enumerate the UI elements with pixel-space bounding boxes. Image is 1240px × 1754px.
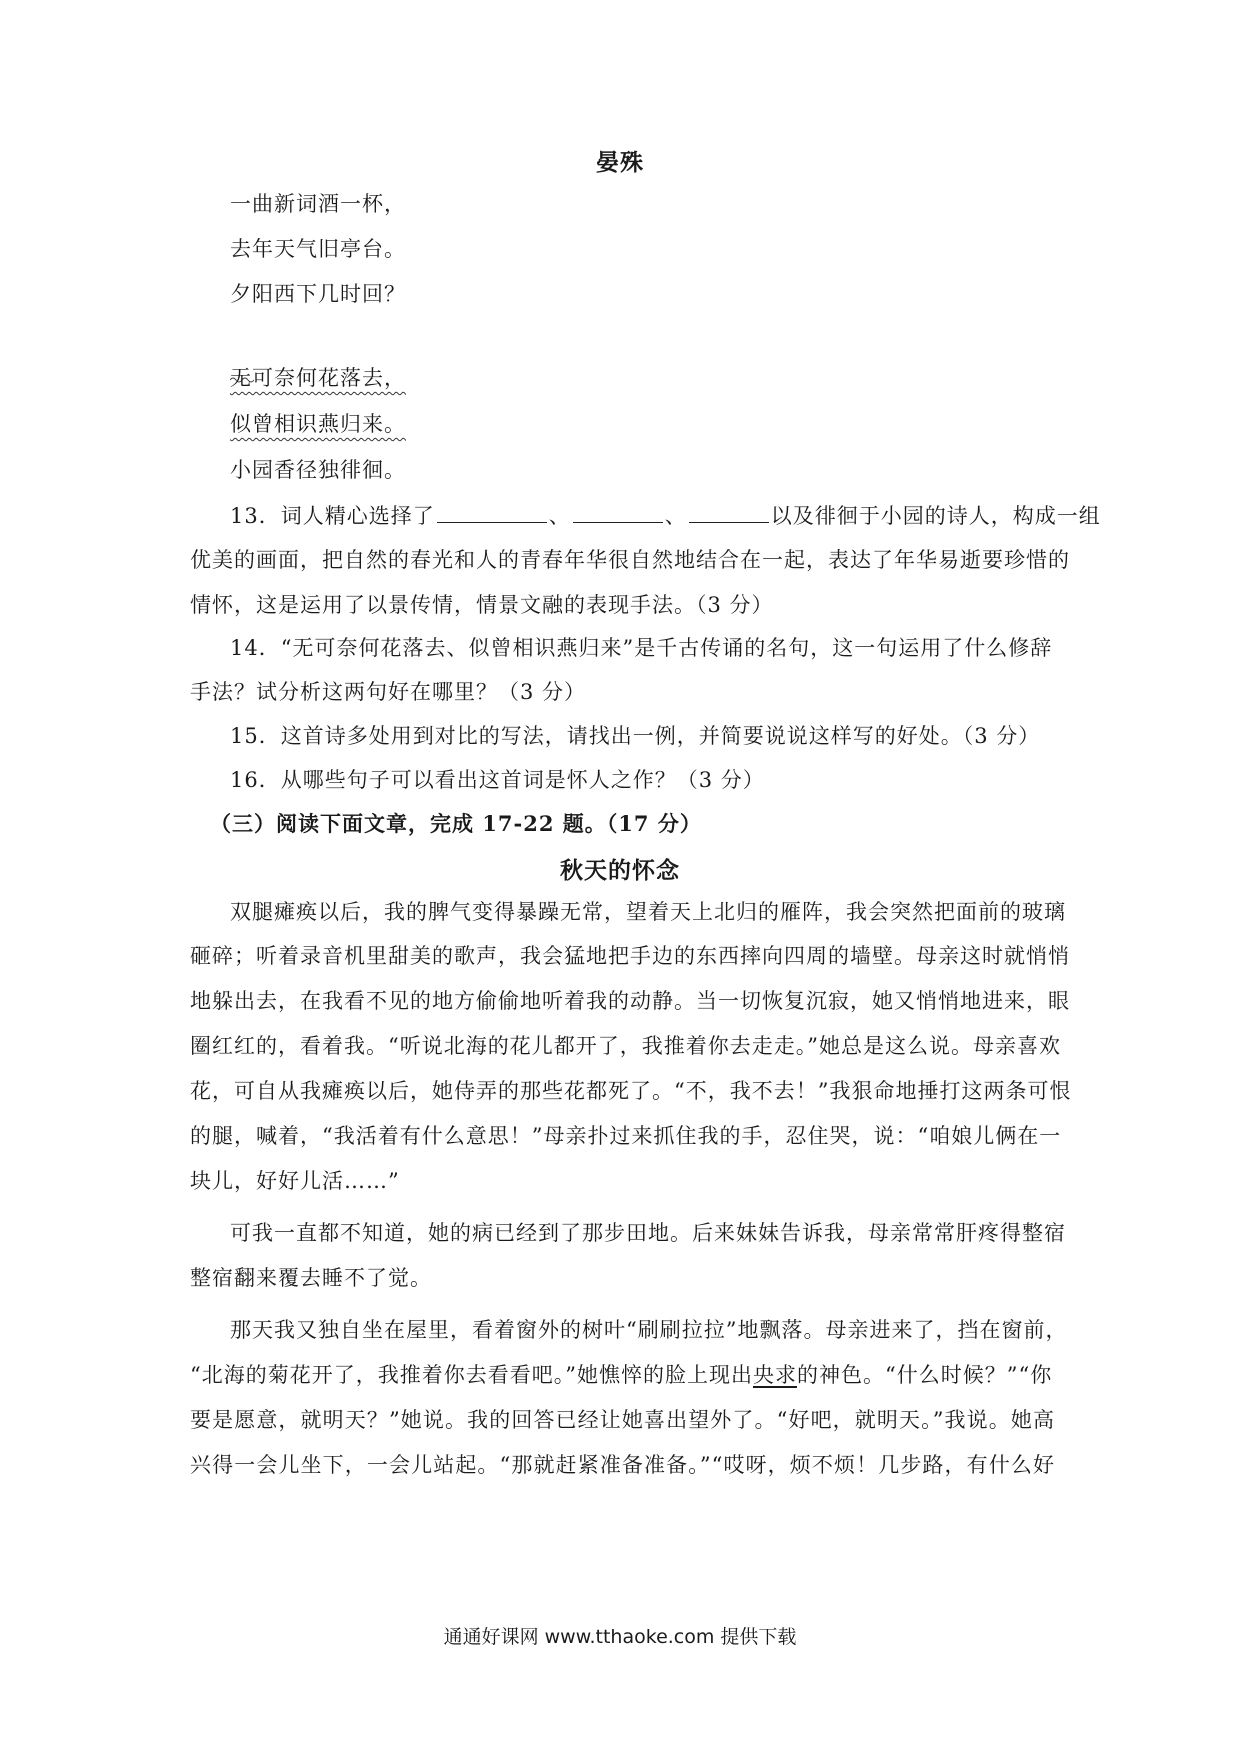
para3-line-2a: “北海的菊花开了，我推着你去看看吧。”她憔悴的脸上现出 (190, 1363, 753, 1387)
poem-line-3: 夕阳西下几时回？ (230, 282, 406, 306)
q13-blank-1[interactable] (437, 502, 547, 523)
poem-author: 晏殊 (596, 149, 644, 176)
para1-line-6: 的腿，喊着，“我活着有什么意思！”母亲扑过来抓住我的手，忍住哭，说：“咱娘儿俩在一 (190, 1124, 1062, 1148)
para1-line-2: 砸碎；听着录音机里甜美的歌声，我会猛地把手边的东西摔向四周的墙壁。母亲这时就悄悄 (190, 944, 1070, 968)
article-title: 秋天的怀念 (560, 857, 680, 884)
question-15: 15．这首诗多处用到对比的写法，请找出一例，并简要说说这样写的好处。（3 分） (230, 724, 1041, 748)
para2-line-2: 整宿翻来覆去睡不了觉。 (190, 1266, 432, 1290)
q13-tail: 以及徘徊于小园的诗人，构成一组 (770, 504, 1101, 528)
para1-line-1: 双腿瘫痪以后，我的脾气变得暴躁无常，望着天上北归的雁阵，我会突然把面前的玻璃 (230, 900, 1066, 924)
para3-line-4: 兴得一会儿坐下，一会儿站起。“那就赶紧准备准备。”“哎呀，烦不烦！几步路，有什么好 (190, 1453, 1055, 1477)
para3-line-2b: 的神色。“什么时候？”“你 (796, 1363, 1053, 1387)
para1-line-4: 圈红红的，看着我。“听说北海的花儿都开了，我推着你去走走。”她总是这么说。母亲喜欢 (190, 1034, 1061, 1058)
para1-line-5: 花，可自从我瘫痪以后，她侍弄的那些花都死了。“不，我不去！”我狠命地捶打这两条可恨 (190, 1079, 1072, 1103)
para3-line-1: 那天我又独自坐在屋里，看着窗外的树叶“刷刷拉拉”地飘落。母亲进来了，挡在窗前， (230, 1318, 1068, 1342)
question-16: 16．从哪些句子可以看出这首词是怀人之作？（3 分） (230, 768, 765, 792)
para3-line-2 (190, 1359, 1055, 1389)
poem-line-4: 无可奈何花落去， (230, 366, 406, 390)
para1-line-7: 块儿，好好儿活……” (190, 1169, 400, 1193)
question-14-line-2: 手法？试分析这两句好在哪里？（3 分） (190, 680, 587, 704)
para1-line-3: 地躲出去，在我看不见的地方偷偷地听着我的动静。当一切恢复沉寂，她又悄悄地进来，眼 (190, 989, 1070, 1013)
question-13-line-1 (230, 500, 1101, 530)
section-3-heading: （三）阅读下面文章，完成 17-22 题。（17 分） (210, 811, 702, 836)
q13-blank-2[interactable] (573, 502, 663, 523)
question-13-line-2: 优美的画面，把自然的春光和人的青春年华很自然地结合在一起，表达了年华易逝要珍惜的 (190, 548, 1070, 572)
question-14-line-1: 14．“无可奈何花落去、似曾相识燕归来”是千古传诵的名句，这一句运用了什么修辞 (230, 636, 1053, 660)
q13-blank-3[interactable] (689, 502, 769, 523)
underlined-word: 央求 (752, 1363, 797, 1387)
q13-lead: 13．词人精心选择了 (230, 504, 435, 528)
page-footer: 通通好课网 www.tthaoke.com 提供下载 (443, 1626, 797, 1648)
question-13-line-3: 情怀，这是运用了以景传情，情景文融的表现手法。（3 分） (190, 593, 774, 617)
poem-line-6: 小园香径独徘徊。 (230, 458, 406, 482)
para3-line-3: 要是愿意，就明天？”她说。我的回答已经让她喜出望外了。“好吧，就明天。”我说。她高 (190, 1408, 1055, 1432)
poem-line-2: 去年天气旧亭台。 (230, 237, 406, 261)
para2-line-1: 可我一直都不知道，她的病已经到了那步田地。后来妹妹告诉我，母亲常常肝疼得整宿 (230, 1221, 1066, 1245)
q13-sep-1: 、 (548, 504, 571, 528)
q13-sep-2: 、 (664, 504, 687, 528)
poem-line-5: 似曾相识燕归来。 (230, 412, 406, 436)
poem-line-1: 一曲新词酒一杯， (230, 192, 406, 216)
